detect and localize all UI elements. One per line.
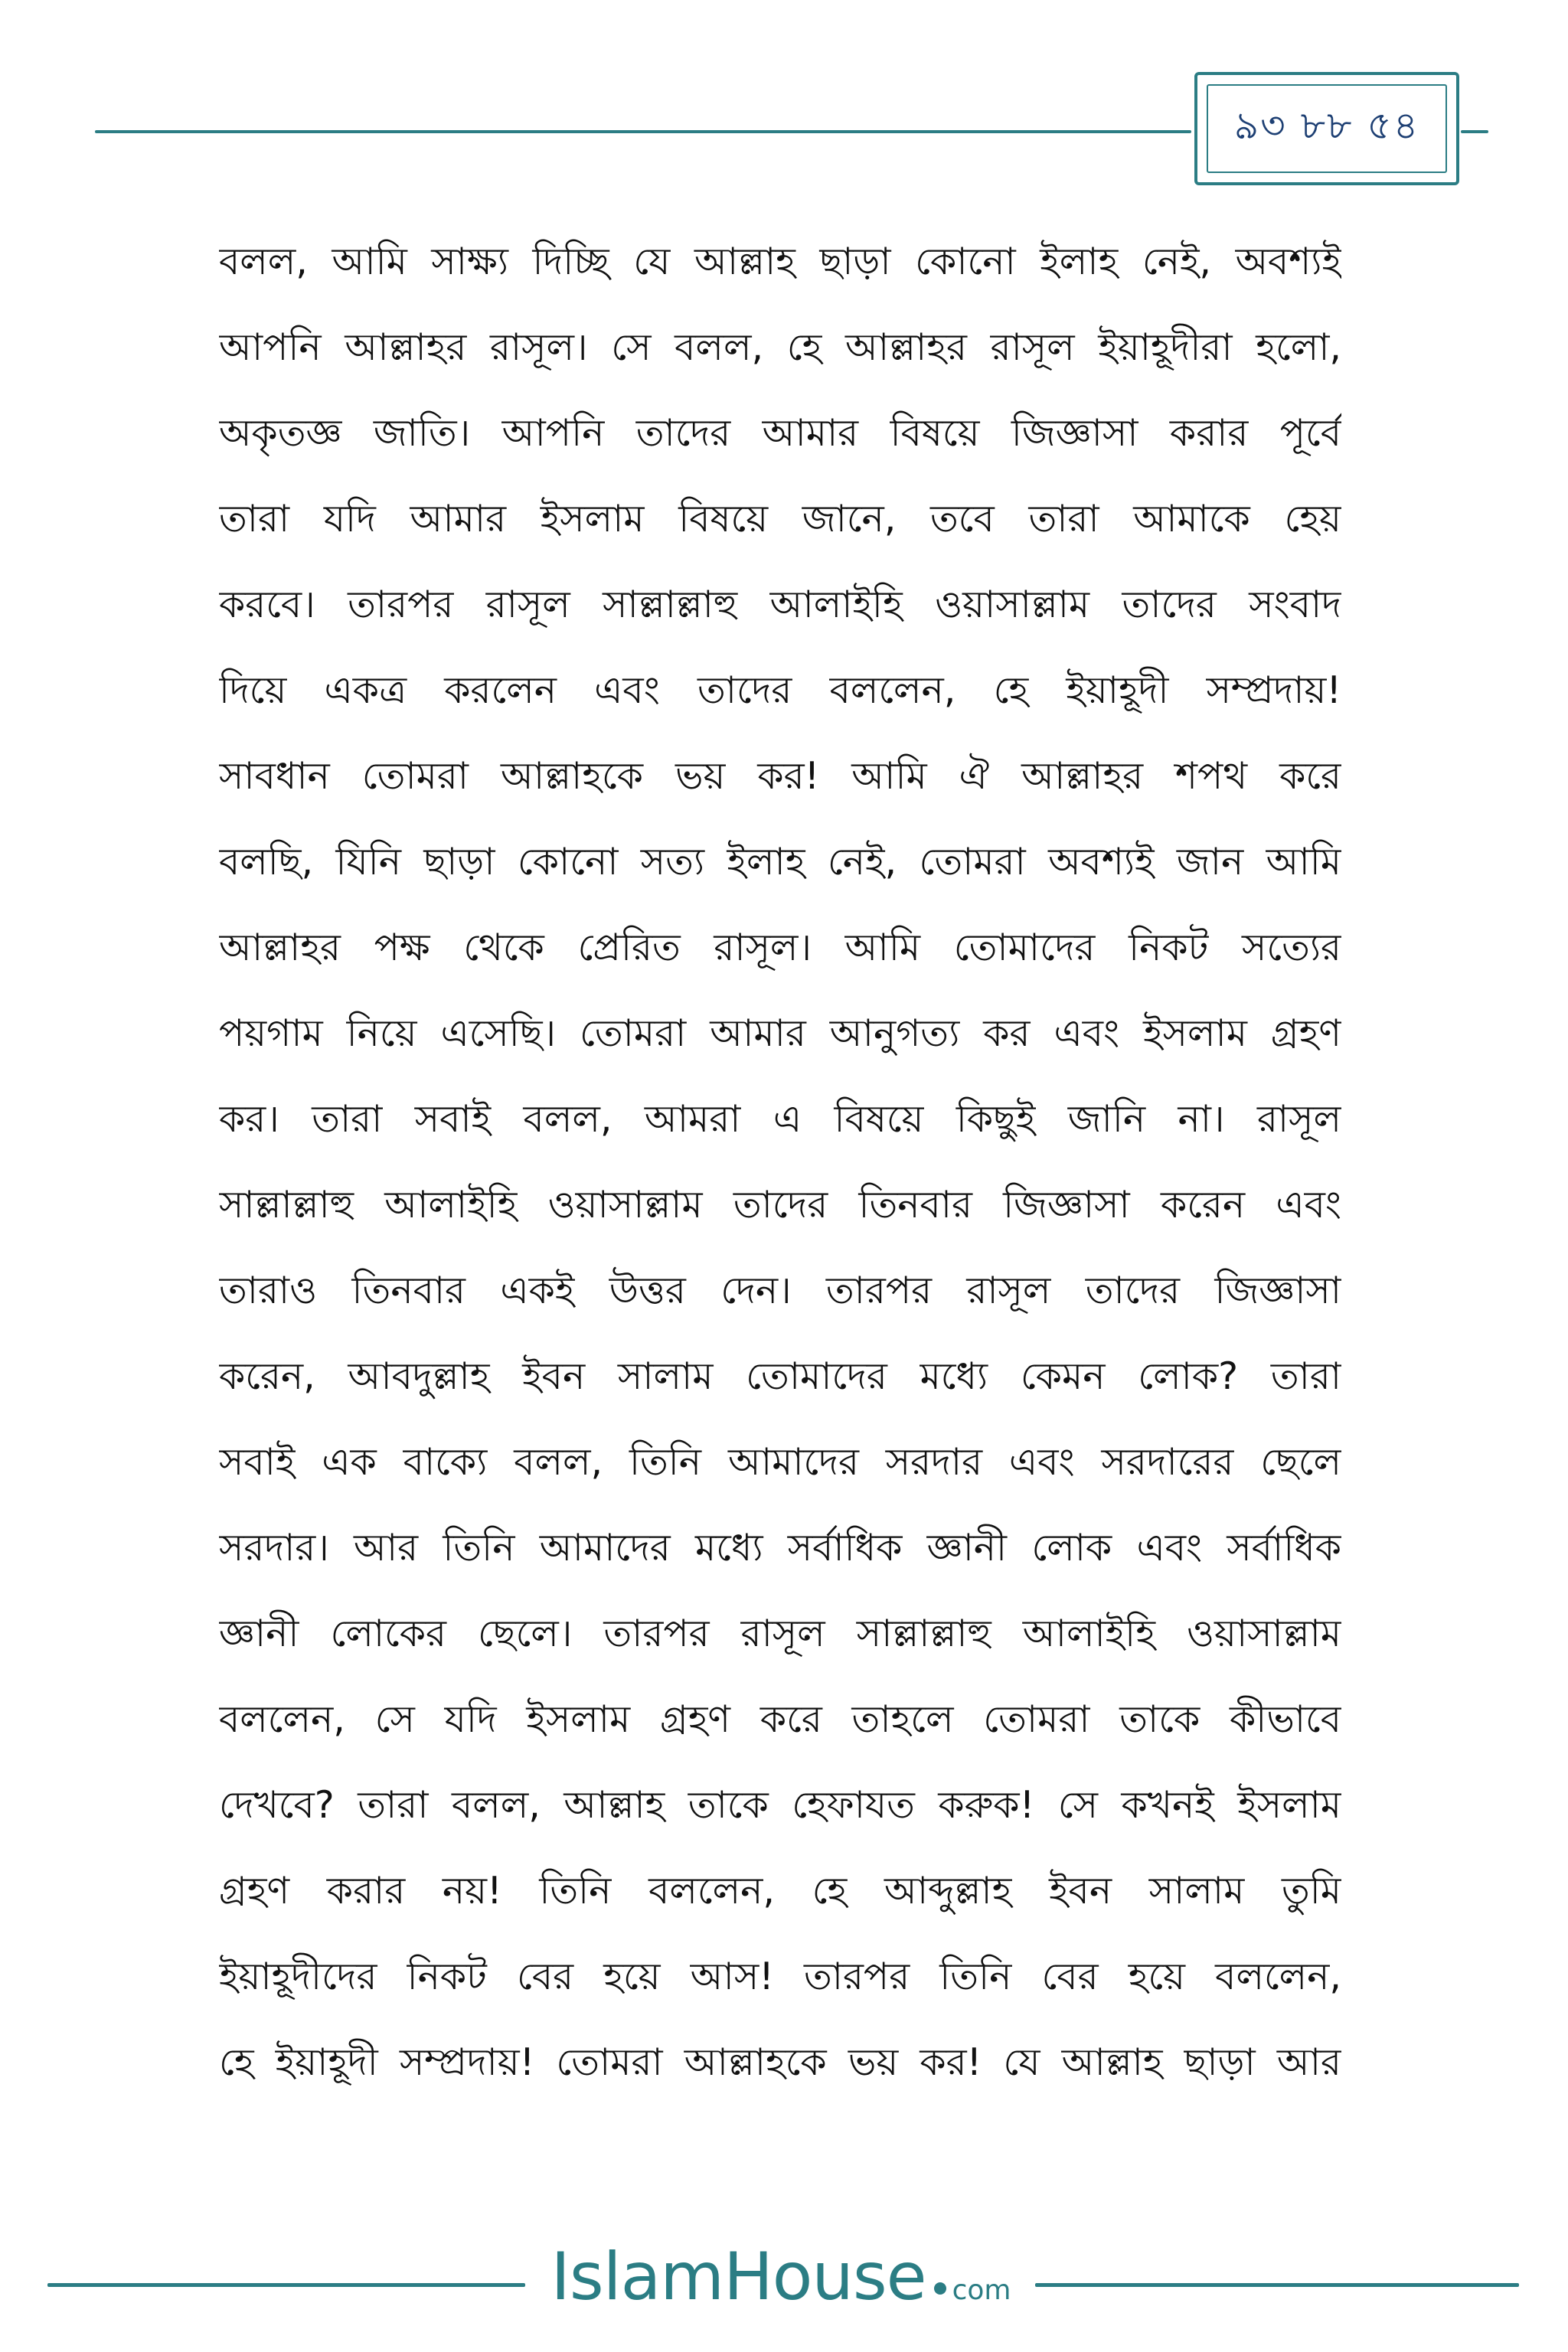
- footer-brand-logo: [536, 2239, 1026, 2323]
- body-text: [219, 219, 1341, 2105]
- text-line: ইয়াহূদীদের নিকট বের হয়ে আস! তারপর তিনি বের হয়ে বললেন,: [219, 1955, 1341, 1998]
- footer-rule-right: [1035, 2283, 1519, 2287]
- text-line: তারাও তিনবার একই উত্তর দেন। তারপর রাসূল তাদের জিজ্ঞাসা: [219, 1269, 1341, 1312]
- text-line: হে ইয়াহূদী সম্প্রদায়! তোমরা আল্লাহকে ভয় কর! যে আল্লাহ ছাড়া আর: [219, 2040, 1341, 2084]
- text-line: সাল্লাল্লাহু আলাইহি ওয়াসাল্লাম তাদের তিনবার জিজ্ঞাসা করেন এবং: [219, 1183, 1341, 1227]
- text-line: দিয়ে একত্র করলেন এবং তাদের বললেন, হে ইয়াহূদী সম্প্রদায়!: [219, 668, 1341, 712]
- text-line: জ্ঞানী লোকের ছেলে। তারপর রাসূল সাল্লাল্লাহু আলাইহি ওয়াসাল্লাম: [219, 1612, 1341, 1655]
- text-line: সরদার। আর তিনি আমাদের মধ্যে সর্বাধিক জ্ঞানী লোক এবং সর্বাধিক: [219, 1526, 1341, 1570]
- text-line: সবাই এক বাক্যে বলল, তিনি আমাদের সরদার এবং সরদারের ছেলে: [219, 1440, 1341, 1484]
- brand-suffix: com: [952, 2275, 1011, 2306]
- page-number: ৯৩ ৮৮ ৫৪: [1233, 103, 1420, 148]
- footer-rule-left: [47, 2283, 525, 2287]
- text-line: অকৃতজ্ঞ জাতি। আপনি তাদের আমার বিষয়ে জিজ্ঞাসা করার পূর্বে: [219, 411, 1341, 455]
- text-line: আল্লাহর পক্ষ থেকে প্রেরিত রাসূল। আমি তোমাদের নিকট সত্যের: [219, 926, 1341, 969]
- text-line: আপনি আল্লাহর রাসূল। সে বলল, হে আল্লাহর রাসূল ইয়াহূদীরা হলো,: [219, 325, 1341, 369]
- page-number-inner-frame: [1207, 84, 1447, 173]
- text-line: বলল, আমি সাক্ষ্য দিচ্ছি যে আল্লাহ ছাড়া কোনো ইলাহ নেই, অবশ্যই: [219, 240, 1341, 283]
- brand-name: IslamHouse: [550, 2239, 926, 2315]
- text-line: তারা যদি আমার ইসলাম বিষয়ে জানে, তবে তারা আমাকে হেয়: [219, 497, 1341, 541]
- brand-dot-icon: [934, 2282, 946, 2295]
- text-line: কর। তারা সবাই বলল, আমরা এ বিষয়ে কিছুই জানি না। রাসূল: [219, 1097, 1341, 1141]
- page-number-frame: [1194, 72, 1459, 185]
- header-rule-right: [1461, 130, 1488, 133]
- text-line: পয়গাম নিয়ে এসেছি। তোমরা আমার আনুগত্য কর এবং ইসলাম গ্রহণ: [219, 1011, 1341, 1055]
- text-line: দেখবে? তারা বলল, আল্লাহ তাকে হেফাযত করুক! সে কখনই ইসলাম: [219, 1783, 1341, 1827]
- text-line: করেন, আবদুল্লাহ ইবন সালাম তোমাদের মধ্যে কেমন লোক? তারা: [219, 1354, 1341, 1398]
- text-line: করবে। তারপর রাসূল সাল্লাল্লাহু আলাইহি ওয়াসাল্লাম তাদের সংবাদ: [219, 583, 1341, 626]
- text-line: সাবধান তোমরা আল্লাহকে ভয় কর! আমি ঐ আল্লাহর শপথ করে: [219, 754, 1341, 798]
- text-line: গ্রহণ করার নয়! তিনি বললেন, হে আব্দুল্লাহ ইবন সালাম তুমি: [219, 1869, 1341, 1913]
- text-line: বলছি, যিনি ছাড়া কোনো সত্য ইলাহ নেই, তোমরা অবশ্যই জান আমি: [219, 840, 1341, 884]
- text-line: বললেন, সে যদি ইসলাম গ্রহণ করে তাহলে তোমরা তাকে কীভাবে: [219, 1697, 1341, 1741]
- header-rule-left: [95, 130, 1191, 133]
